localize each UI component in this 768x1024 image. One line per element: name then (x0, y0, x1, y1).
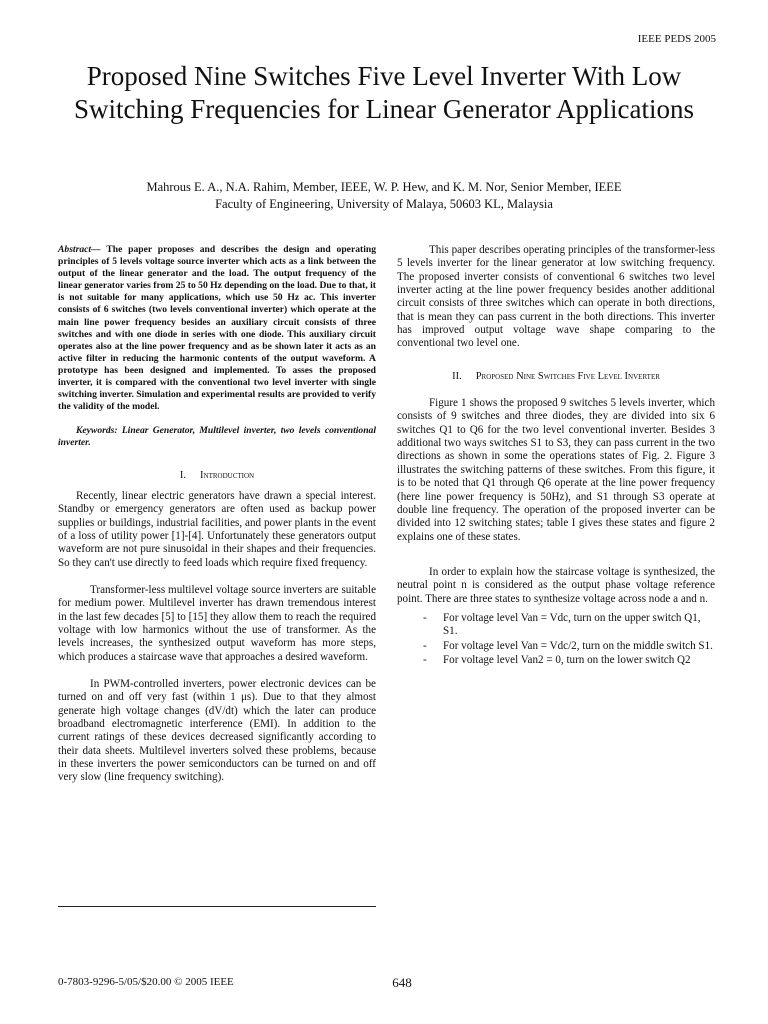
section-1-heading (58, 469, 376, 482)
section-1-title: Introduction (200, 469, 255, 481)
voltage-level-3: For voltage level Van2 = 0, turn on the lower switch Q2 (443, 653, 691, 666)
section-2-paragraph-2: In order to explain how the staircase voltage is synthesized, the neutral point n is considered as the output phase voltage reference point. There are three states to synthesize voltage across node a and n. (397, 565, 715, 605)
keywords: Keywords: Linear Generator, Multilevel inverter, two levels conventional inverter. (58, 425, 376, 449)
right-intro-paragraph: This paper describes operating principles of the transformer-less 5 levels inverter for the linear generator at low switching frequency. The proposed inverter consists of conventional 6 switches two level inverter acting at the line power frequency besides another additional circuit consists of three switches which can operate in both directions, that is mean they can pass current in the both directions. This inverter has improved output voltage wave shape comparing to the conventional two level one. (397, 244, 715, 350)
abstract-text: The paper proposes and describes the design and operating principles of 5 levels voltage source inverter which acts as a link between the output of the linear generator and the load. The output frequency of the linear generator varies from 25 to 50 Hz depending on the load. Due to that, it is not suitable for many applications, which use 50 Hz ac. This inverter consists of 6 switches (two levels conventional inverter) which operate at the main line power frequency besides an auxiliary circuit consists of three switches and with one diode in series with one diode. This auxiliary circuit operates also at the line power frequency and as be shown later it acts as an active filter in reducing the harmonic contents of the output waveform. A prototype has been designed and implemented. To asses the proposed inverter, it is compared with the conventional two level inverter with single switching inverter. Simulation and experimental results are provided to verify the validity of the model. (58, 244, 376, 413)
author-block (40, 179, 728, 213)
right-column (397, 244, 715, 668)
list-item: - For voltage level Van = Vdc, turn on the upper switch Q1, S1. (423, 611, 701, 638)
voltage-level-list (397, 612, 715, 667)
section-2-heading (397, 370, 715, 383)
abstract-label: Abstract— (58, 244, 101, 255)
footnote-rule (58, 906, 376, 907)
author-names: Mahrous E. A., N.A. Rahim, Member, IEEE, W. P. Hew, and K. M. Nor, Senior Member, IEEE (146, 180, 622, 194)
section-2-title: Proposed Nine Switches Five Level Inverter (475, 370, 660, 382)
paper-title: Proposed Nine Switches Five Level Inverter With Low Switching Frequencies for Linear Generator Applications (73, 61, 695, 124)
author-affiliation: Faculty of Engineering, University of Malaya, 50603 KL, Malaysia (215, 197, 553, 211)
list-item: - For voltage level Van2 = 0, turn on the lower switch Q2 (423, 653, 691, 666)
intro-paragraph-2: Transformer-less multilevel voltage source inverters are suitable for medium power. Multilevel inverter has drawn tremendous interest in the last few decades [5] to [15] they allow them to reach the required voltage with low harmonics without the use of transformer. As the levels increases, the synthesized output waveform has more steps, which produces a staircase wave that approaches a desired waveform. (58, 583, 376, 663)
copyright-footer: 0-7803-9296-5/05/$20.00 © 2005 IEEE (58, 976, 234, 988)
list-item: - For voltage level Van = Vdc/2, turn on the middle switch S1. (423, 639, 713, 652)
section-2-paragraph-1: Figure 1 shows the proposed 9 switches 5 levels inverter, which consists of 9 switches and three diodes, they are divided into six 6 switches Q1 to Q6 for the two level conventional inverter. Besides 3 additional two ways switches S1 to S3, they can pass current in the two directions as shown in some the operations states of Fig. 2. Figure 3 illustrates the switching patterns of these switches. From this figure, it is to be noted that Q1 through Q6 operate at the line power frequency (here line power frequency is 50Hz), and S1 through S3 operate at double line frequency. The operation of the proposed inverter can be divided into 12 switching states; table I gives these states and figure 2 explains one of these states. (397, 397, 715, 543)
section-1-number: I. (179, 469, 187, 481)
voltage-level-1: For voltage level Van = Vdc, turn on the upper switch Q1, S1. (443, 611, 701, 638)
intro-paragraph-3: In PWM-controlled inverters, power electronic devices can be turned on and off very fast (within 1 μs). Due to that they almost generate high voltage changes (dV/dt) which the later can produce broadband electromagnetic interference (EMI). In addition to the current ratings of these devices decreased significantly according to their data sheets. Multilevel inverters solved these problems, because in these inverters the power semiconductors can be turned on and off very slow (line frequency switching). (58, 677, 376, 784)
conference-header: IEEE PEDS 2005 (637, 33, 716, 45)
abstract (58, 244, 376, 413)
page-number: 648 (392, 975, 412, 990)
section-2-number: II. (452, 370, 462, 382)
intro-paragraph-1: Recently, linear electric generators have drawn a special interest. Standby or emergency generators are often used as backup power supplies or buildings, industrial facilities, and power plants in the event of a loss of utility power [1]-[4]. Unfortunately these generators output waveform are not pure sinusoidal in their shapes and their frequencies. So they can't use directly to feed loads which require fixed frequency. (58, 489, 376, 569)
voltage-level-2: For voltage level Van = Vdc/2, turn on the middle switch S1. (443, 639, 713, 652)
left-column (58, 244, 376, 785)
